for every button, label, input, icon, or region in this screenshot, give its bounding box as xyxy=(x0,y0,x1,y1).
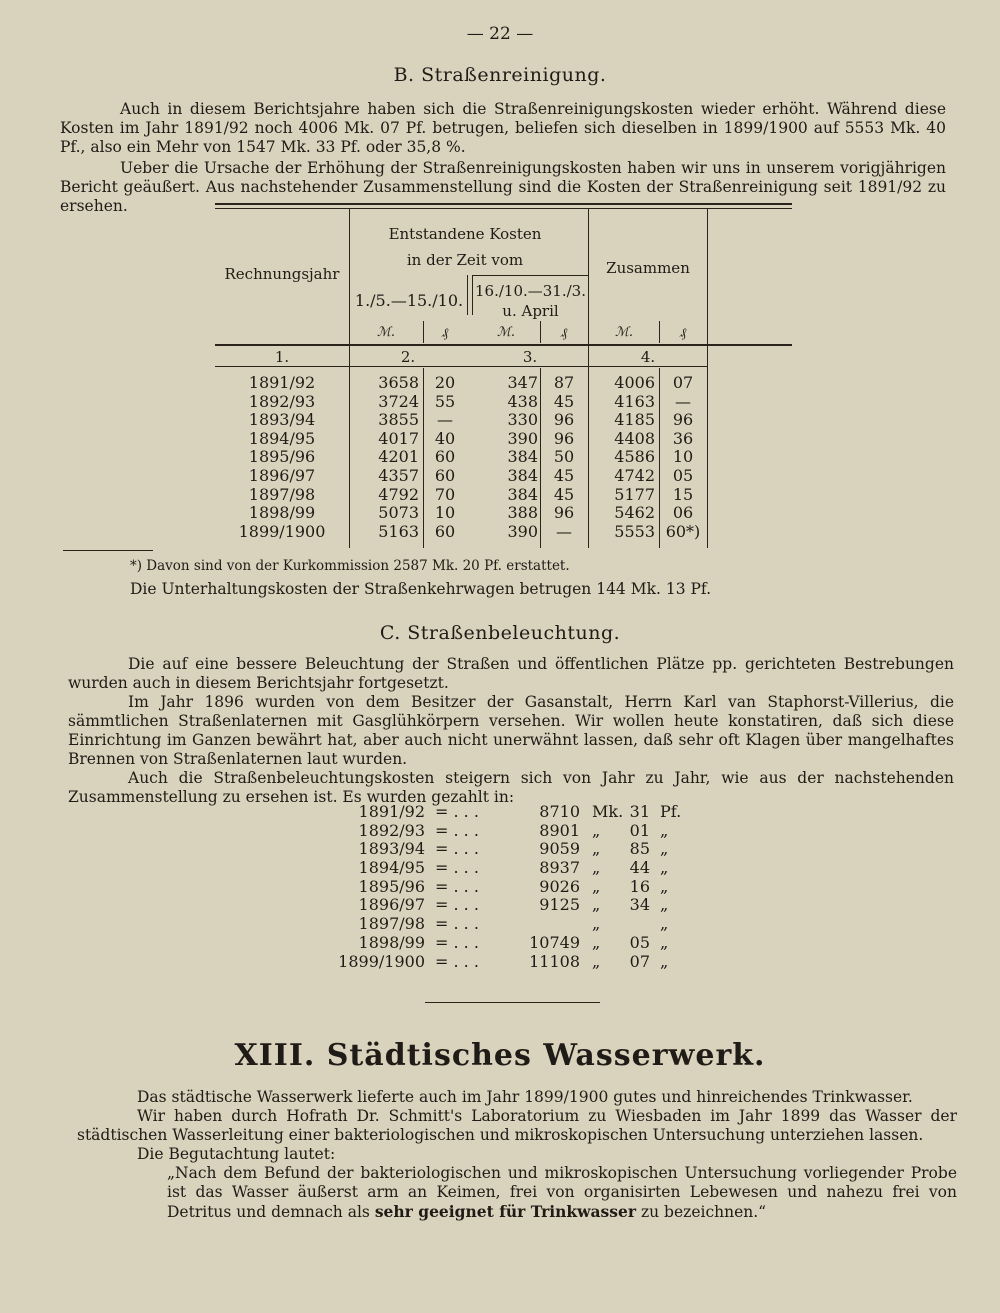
cell-period1-pf: 60 xyxy=(434,521,456,541)
cell-total-mark: 4742 xyxy=(614,466,655,485)
cell-total-pf: 60*) xyxy=(665,521,701,541)
cell-period2-mark: 384 xyxy=(507,466,538,485)
section-xiii-body xyxy=(77,1088,957,1222)
list-item xyxy=(330,839,690,858)
list-item xyxy=(330,877,690,896)
section-b-title: B. Straßenreinigung. xyxy=(393,64,607,86)
cell-total-mark: 5462 xyxy=(614,503,655,523)
cell-period2-pf: 96 xyxy=(553,410,575,430)
cell-period1-pf: 55 xyxy=(434,391,456,411)
cell-year: 1895/96 xyxy=(248,447,316,467)
list-item-mk: 8937 xyxy=(539,858,580,878)
cell-total-pf: 10 xyxy=(672,447,694,467)
list-item xyxy=(330,858,690,877)
col-number-2: 2. xyxy=(400,348,416,366)
maintenance-costs: Die Unterhaltungskosten der Straßenkehrwagen betrugen 144 Mk. 13 Pf. xyxy=(130,580,712,598)
list-item-pf: 44 xyxy=(629,858,650,878)
list-item-mk-unit: „ xyxy=(592,932,601,952)
cell-period2-pf: 96 xyxy=(553,503,575,523)
section-c-title: C. Straßenbeleuchtung. xyxy=(379,622,621,644)
cell-total-mark: 5553 xyxy=(614,521,655,541)
unit-pf-2: ₰ xyxy=(560,326,568,341)
section-c-paragraph-3: Auch die Straßenbeleuchtungskosten steigern sich von Jahr zu Jahr, wie aus der nachstehenden Zusammenstellung zu ersehen ist. Es wurden gezahlt in: xyxy=(68,769,954,806)
cell-period2-mark: 438 xyxy=(507,391,538,411)
col-number-1: 1. xyxy=(274,348,290,366)
cell-period1-pf: 20 xyxy=(434,373,456,392)
header-period-2: 16./10.—31./3. u. April xyxy=(475,282,586,320)
list-item xyxy=(330,895,690,914)
cell-period2-mark: 384 xyxy=(507,447,538,467)
list-item-mk: 8710 xyxy=(539,802,580,821)
list-item-pf-unit: „ xyxy=(660,932,669,952)
list-item-eq: = . . . xyxy=(435,895,479,915)
list-item-pf-unit: „ xyxy=(660,820,669,840)
section-xiii-paragraph-3: Die Begutachtung lautet: xyxy=(137,1145,336,1163)
list-item-mk: 9026 xyxy=(539,876,580,896)
cell-total-pf: 36 xyxy=(672,428,694,448)
cell-total-pf: 06 xyxy=(672,503,694,523)
list-item-year: 1894/95 xyxy=(358,858,425,878)
list-item-eq: = . . . xyxy=(435,802,479,821)
list-item-year: 1896/97 xyxy=(358,895,425,915)
cell-period1-mark: 5163 xyxy=(378,521,419,541)
cell-period1-mark: 4357 xyxy=(378,466,419,485)
section-b-heading xyxy=(0,64,1000,86)
cell-total-mark: 5177 xyxy=(614,484,655,504)
list-item-eq: = . . . xyxy=(435,951,479,971)
list-item-mk-unit: „ xyxy=(592,895,601,915)
list-item xyxy=(330,933,690,952)
list-item-mk: 9059 xyxy=(539,839,580,859)
cell-period1-mark: 3724 xyxy=(378,391,419,411)
cell-period2-mark: 390 xyxy=(507,428,538,448)
cell-total-mark: 4408 xyxy=(614,428,655,448)
cell-total-mark: 4586 xyxy=(614,447,655,467)
list-item xyxy=(330,802,690,821)
cell-total-pf: 96 xyxy=(672,410,694,430)
cell-period2-mark: 388 xyxy=(507,503,538,523)
quote-text-end: zu bezeichnen.“ xyxy=(640,1203,767,1221)
list-item-pf: 01 xyxy=(629,820,650,840)
list-item-pf: 16 xyxy=(629,876,650,896)
lighting-costs-list xyxy=(330,802,690,970)
list-item-year: 1898/99 xyxy=(358,932,425,952)
cell-period1-pf: 60 xyxy=(434,466,456,485)
section-divider xyxy=(425,1002,600,1003)
list-item-pf: 31 xyxy=(629,802,650,821)
section-xiii-title: XIII. Städtisches Wasserwerk. xyxy=(234,1038,766,1073)
cell-period1-pf: 60 xyxy=(434,447,456,467)
section-b-paragraph-1: Auch in diesem Berichtsjahre haben sich die Straßenreinigungskosten wieder erhöht. Während diese Kosten im Jahr 1891/92 noch 4006 Mk. 07 Pf. betrugen, beliefen sich dieselben in 1899/1900 auf 5553 Mk. 40 Pf., also ein Mehr von 1547 Mk. 33 Pf. oder 35,8 %. xyxy=(60,100,946,156)
cell-period2-pf: 45 xyxy=(553,484,575,504)
list-item-eq: = . . . xyxy=(435,932,479,952)
list-item xyxy=(330,914,690,933)
list-item-year: 1897/98 xyxy=(358,914,425,934)
header-period-1: 1./5.—15./10. xyxy=(354,291,464,310)
list-item-pf-unit: Pf. xyxy=(660,802,682,821)
cell-period2-pf: 45 xyxy=(553,391,575,411)
list-item-pf-unit: „ xyxy=(660,876,669,896)
list-item-mk-unit: „ xyxy=(592,876,601,896)
list-item-mk-unit: „ xyxy=(592,951,601,971)
cell-period1-mark: 4017 xyxy=(378,428,419,448)
list-item-pf-unit: „ xyxy=(660,858,669,878)
section-c-body xyxy=(68,655,954,807)
section-c-paragraph-1: Die auf eine bessere Beleuchtung der Straßen und öffentlichen Plätze pp. gerichteten Bestrebungen wurden auch in diesem Berichtsjahr fortgesetzt. xyxy=(68,655,954,692)
cell-total-pf: 05 xyxy=(672,466,694,485)
cell-period1-mark: 3855 xyxy=(378,410,419,430)
list-item-pf-unit: „ xyxy=(660,839,669,859)
col-number-3: 3. xyxy=(522,348,538,366)
cell-period2-pf: — xyxy=(556,521,572,541)
section-xiii-heading xyxy=(0,1038,1000,1073)
quote-text-bold: sehr geeignet für Trinkwasser xyxy=(374,1202,637,1221)
list-item-mk: 10749 xyxy=(529,932,580,952)
cell-total-mark: 4185 xyxy=(614,410,655,430)
section-xiii-paragraph-1: Das städtische Wasserwerk lieferte auch im Jahr 1899/1900 gutes und hinreichendes Trinkwasser. xyxy=(137,1088,913,1106)
list-item-year: 1899/1900 xyxy=(338,951,425,971)
list-item-pf: 05 xyxy=(629,932,650,952)
header-total: Zusammen xyxy=(606,259,690,277)
cell-period2-pf: 45 xyxy=(553,466,575,485)
unit-mark-2: ℳ. xyxy=(496,325,516,340)
list-item-eq: = . . . xyxy=(435,876,479,896)
cell-year: 1899/1900 xyxy=(238,521,326,541)
cell-year: 1897/98 xyxy=(248,484,316,504)
cell-period1-mark: 3658 xyxy=(378,373,419,392)
cell-year: 1894/95 xyxy=(248,428,316,448)
list-item-pf-unit: „ xyxy=(660,914,669,934)
cell-period2-mark: 347 xyxy=(507,373,538,392)
list-item-mk-unit: „ xyxy=(592,820,601,840)
cell-period2-mark: 330 xyxy=(507,410,538,430)
unit-mark-1: ℳ. xyxy=(376,325,396,340)
header-year: Rechnungsjahr xyxy=(224,265,340,283)
list-item-mk-unit: „ xyxy=(592,839,601,859)
cell-period1-pf: 70 xyxy=(434,484,456,504)
list-item-mk-unit: „ xyxy=(592,858,601,878)
unit-pf-3: ₰ xyxy=(679,326,687,341)
street-cleaning-table xyxy=(215,203,792,548)
list-item-eq: = . . . xyxy=(435,914,479,934)
page-number: — 22 — xyxy=(466,24,534,44)
list-item-pf: 07 xyxy=(629,951,650,971)
expert-opinion-quote xyxy=(167,1164,957,1222)
cell-period2-mark: 390 xyxy=(507,521,538,541)
cell-period1-pf: 10 xyxy=(434,503,456,523)
cell-year: 1891/92 xyxy=(248,373,316,392)
section-b-body xyxy=(60,100,946,216)
list-item-year: 1895/96 xyxy=(358,876,425,896)
cell-year: 1893/94 xyxy=(248,410,316,430)
unit-mark-3: ℳ. xyxy=(614,325,634,340)
cell-period2-mark: 384 xyxy=(507,484,538,504)
cell-total-pf: 07 xyxy=(672,373,694,392)
list-item-mk-unit: Mk. xyxy=(592,802,624,821)
cell-period1-mark: 4792 xyxy=(378,484,419,504)
list-item-eq: = . . . xyxy=(435,858,479,878)
cell-total-pf: 15 xyxy=(672,484,694,504)
list-item-year: 1893/94 xyxy=(358,839,425,859)
section-xiii-paragraph-2: Wir haben durch Hofrath Dr. Schmitt's Laboratorium zu Wiesbaden im Jahr 1899 das Wasser der städtischen Wasserleitung einer bakteriologischen und mikroskopischen Untersuchung unterziehen lassen. xyxy=(77,1107,957,1144)
list-item-eq: = . . . xyxy=(435,839,479,859)
list-item-pf-unit: „ xyxy=(660,895,669,915)
cell-year: 1892/93 xyxy=(248,391,316,411)
section-c-heading xyxy=(0,622,1000,644)
cell-total-mark: 4006 xyxy=(614,373,655,392)
list-item-mk: 8901 xyxy=(539,820,580,840)
cell-period1-mark: 4201 xyxy=(378,447,419,467)
list-item-mk: 9125 xyxy=(539,895,580,915)
list-item xyxy=(330,952,690,971)
list-item-mk: 11108 xyxy=(529,951,580,971)
list-item-eq: = . . . xyxy=(435,820,479,840)
list-item-pf-unit: „ xyxy=(660,951,669,971)
cell-period2-pf: 87 xyxy=(553,373,575,392)
unit-pf-1: ₰ xyxy=(441,326,449,341)
cell-year: 1898/99 xyxy=(248,503,316,523)
footnote-divider xyxy=(63,550,153,551)
list-item-mk-unit: „ xyxy=(592,914,601,934)
table-footnote: *) Davon sind von der Kurkommission 2587 Mk. 20 Pf. erstattet. xyxy=(130,558,570,574)
cell-period1-pf: 40 xyxy=(434,428,456,448)
section-c-paragraph-2: Im Jahr 1896 wurden von dem Besitzer der Gasanstalt, Herrn Karl van Staphorst-Villerius, die sämmtlichen Straßenlaternen mit Gasglühkörpern versehen. Wir wollen heute konstatiren, daß sich diese Einrichtung im Ganzen bewährt hat, aber auch nicht unerwähnt lassen, daß sehr oft Klagen über mangelhaftes Brennen von Straßenlaternen laut wurden. xyxy=(68,693,954,768)
cell-period2-pf: 96 xyxy=(553,428,575,448)
quote-text-start: „Nach dem Befund der bakteriologischen und mikroskopischen Untersuchung vorliegender Probe ist das Wasser äußerst arm an Keimen, frei von organisirten Lebewesen und nahezu frei von Detritus und demnach als xyxy=(167,1164,957,1221)
cell-period1-pf: — xyxy=(437,410,453,430)
list-item-year: 1892/93 xyxy=(358,820,425,840)
list-item-pf: 34 xyxy=(629,895,650,915)
list-item-pf: 85 xyxy=(629,839,650,859)
cell-period2-pf: 50 xyxy=(553,447,575,467)
cell-period1-mark: 5073 xyxy=(378,503,419,523)
list-item xyxy=(330,821,690,840)
section-b-paragraph-2: Ueber die Ursache der Erhöhung der Straßenreinigungskosten haben wir uns in unserem vorigjährigen Bericht geäußert. Aus nachstehender Zusammenstellung sind die Kosten der Straßenreinigung seit 1891/92 zu ersehen. xyxy=(60,159,946,215)
list-item-year: 1891/92 xyxy=(358,802,425,821)
col-number-4: 4. xyxy=(640,348,656,366)
cell-year: 1896/97 xyxy=(248,466,316,485)
cell-total-pf: — xyxy=(675,391,691,411)
header-costs: Entstandene Kosten in der Zeit vom xyxy=(388,225,542,269)
cell-total-mark: 4163 xyxy=(614,391,655,411)
